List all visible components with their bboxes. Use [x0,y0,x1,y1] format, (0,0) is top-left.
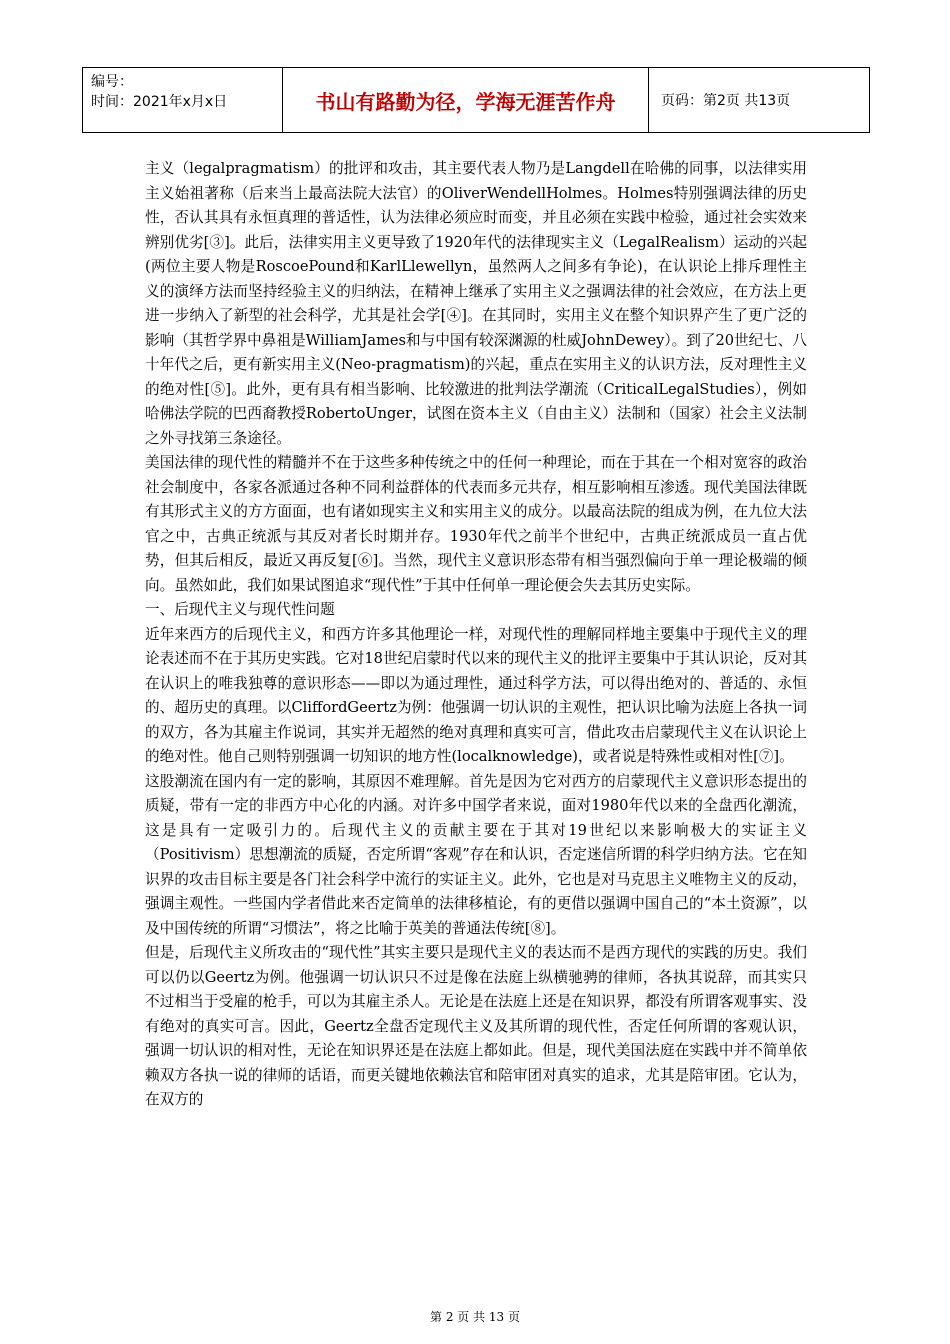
page-footer: 第 2 页 共 13 页 [430,1310,520,1324]
header-motto: 书山有路勤为径，学海无涯苦作舟 [283,68,649,132]
paragraph: 这股潮流在国内有一定的影响，其原因不难理解。首先是因为它对西方的启蒙现代主义意识形态提出的质疑，带有一定的非西方中心化的内涵。对许多中国学者来说，面对1980年代以来的全盘西化潮流，这是具有一定吸引力的。后现代主义的贡献主要在于其对19世纪以来影响极大的实证主义（Positivism）思想潮流的质疑，否定所谓“客观”存在和认识，否定迷信所谓的科学归纳方法。它在知识界的攻击目标主要是各门社会科学中流行的实证主义。此外，它也是对马克思主义唯物主义的反动，强调主观性。一些国内学者借此来否定简单的法律移植论，有的更借以强调中国自己的“本土资源”，以及中国传统的所谓“习惯法”，将之比喻于英美的普通法传统[⑧]。 [145,772,807,937]
header-page-info: 页码：第2页 共13页 [661,93,791,109]
section-heading: 一、后现代主义与现代性问题 [145,601,335,618]
page-header [82,67,870,133]
paragraph: 美国法律的现代性的精髓并不在于这些多种传统之中的任何一种理论，而在于其在一个相对宽容的政治社会制度中，各家各派通过各种不同利益群体的代表而多元共存，相互影响相互渗透。现代美国法律既有其形式主义的方方面面，也有诸如现实主义和实用主义的成分。以最高法院的组成为例，在九位大法官之中，古典正统派与其反对者长时期并存。1930年代之前半个世纪中，古典正统派成员一直占优势，但其后相反，最近又再反复[⑥]。当然，现代主义意识形态带有相当强烈偏向于单一理论极端的倾向。虽然如此，我们如果试图追求“现代性”于其中任何单一理论便会失去其历史实际。 [145,454,807,594]
paragraph: 但是，后现代主义所攻击的“现代性”其实主要只是现代主义的表达而不是西方现代的实践的历史。我们可以仍以Geertz为例。他强调一切认识只不过是像在法庭上纵横驰骋的律师，各执其说辞，而其实只不过相当于受雇的枪手，可以为其雇主杀人。无论是在法庭上还是在知识界，都没有所谓客观事实、没有绝对的真实可言。因此，Geertz全盘否定现代主义及其所谓的现代性，否定任何所谓的客观认识，强调一切认识的相对性，无论在知识界还是在法庭上都如此。但是，现代美国法庭在实践中并不简单依赖双方各执一说的律师的话语，而更关键地依赖法官和陪审团对真实的追求，尤其是陪审团。它认为，在双方的 [145,944,807,1108]
header-meta [83,68,283,132]
time-label: 时间：2021年x月x日 [91,94,228,110]
document-body [145,157,807,1113]
paragraph: 主义（legalpragmatism）的批评和攻击，其主要代表人物乃是Langdell在哈佛的同事，以法律实用主义始祖著称（后来当上最高法院大法官）的OliverWendellHolmes。Holmes特别强调法律的历史性，否认其具有永恒真理的普适性，认为法律必须应时而变，并且必须在实践中检验，通过社会实效来辨别优劣[③]。此后，法律实用主义更导致了1920年代的法律现实主义（LegalRealism）运动的兴起(两位主要人物是RoscoePound和KarlLlewellyn，虽然两人之间多有争论)，在认识论上排斥理性主义的演绎方法而坚持经验主义的归纳法，在精神上继承了实用主义之强调法律的社会效应，在方法上更进一步纳入了新型的社会科学，尤其是社会学[④]。在其同时，实用主义在整个知识界产生了更广泛的影响（其哲学界中鼻祖是WilliamJames和与中国有较深渊源的杜威JohnDewey）。到了20世纪七、八十年代之后，更有新实用主义(Neo-pragmatism)的兴起，重点在实用主义的认识方法，反对理性主义的绝对性[⑤]。此外，更有具有相当影响、比较激进的批判法学潮流（CriticalLegalStudies），例如哈佛法学院的巴西裔教授RobertoUnger，试图在资本主义（自由主义）法制和（国家）社会主义法制之外寻找第三条途径。 [145,160,807,447]
serial-label: 编号： [91,74,133,90]
paragraph: 近年来西方的后现代主义，和西方许多其他理论一样，对现代性的理解同样地主要集中于现代主义的理论表述而不在于其历史实践。它对18世纪启蒙时代以来的现代主义的批评主要集中于其认识论，反对其在认识上的唯我独尊的意识形态——即以为通过理性，通过科学方法，可以得出绝对的、普适的、永恒的、超历史的真理。以CliffordGeertz为例：他强调一切认识的主观性，把认识比喻为法庭上各执一词的双方，各为其雇主作说词，其实并无超然的绝对真理和真实可言，借此攻击启蒙现代主义在认识论上的绝对性。他自己则特别强调一切知识的地方性(localknowledge)，或者说是特殊性或相对性[⑦]。 [145,625,807,765]
